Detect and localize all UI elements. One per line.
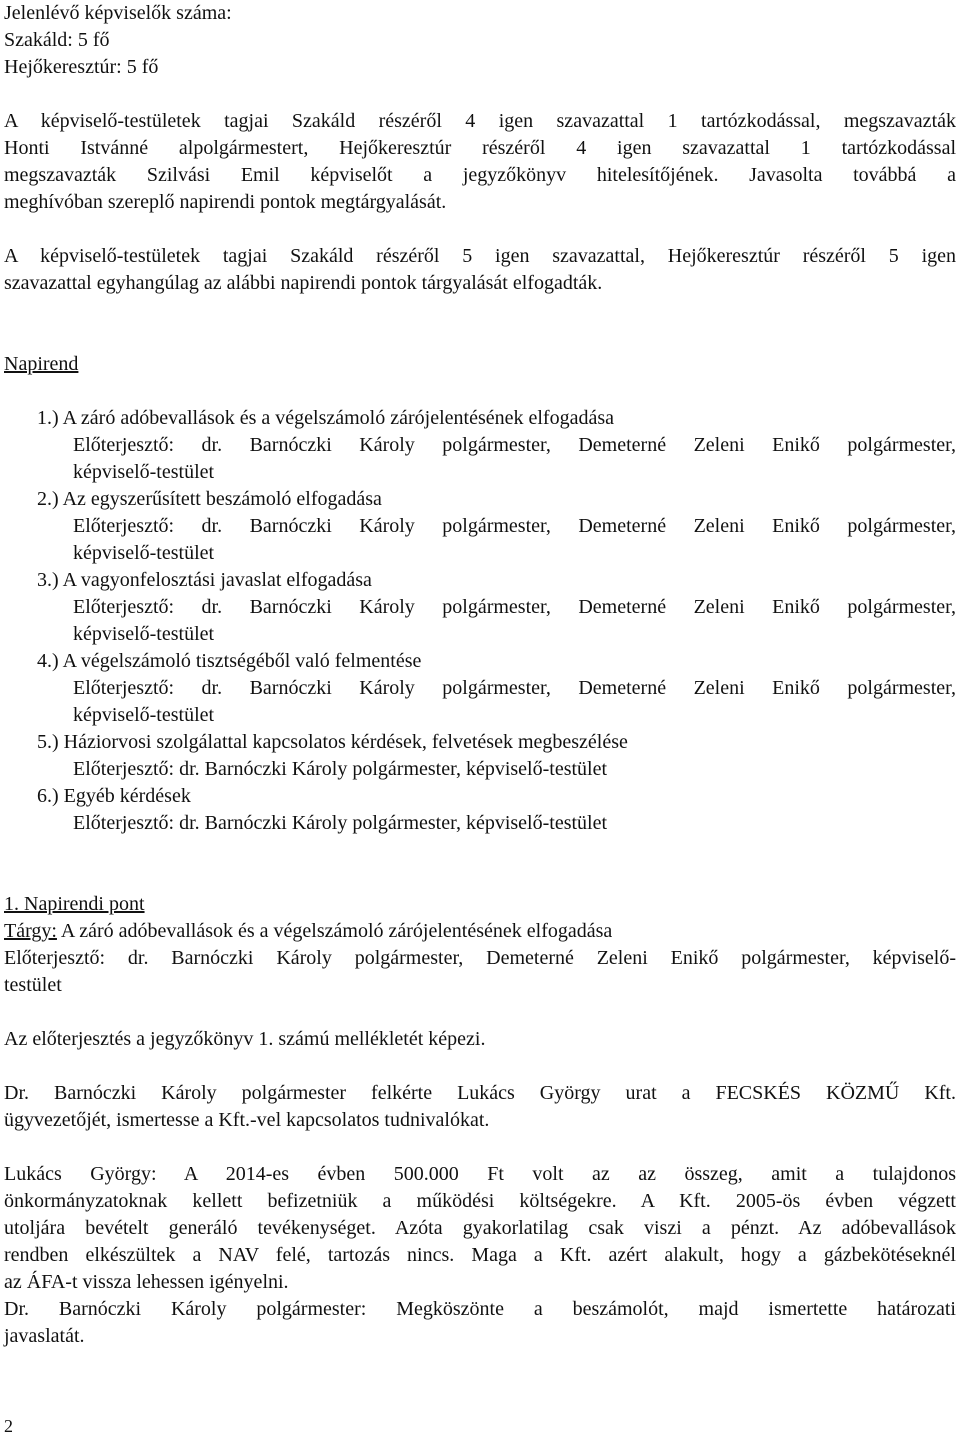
attendance-block [4, 0, 956, 81]
agenda-item-title: Háziorvosi szolgálattal kapcsolatos kérdések, felvetések megbeszélése [63, 731, 628, 753]
subject-text: A záró adóbevallások és a végelszámoló zárójelentésének elfogadása [56, 920, 613, 942]
paragraph-line: meghívóban szereplő napirendi pontok megtárgyalását. [4, 191, 447, 213]
subject-label: Tárgy: [4, 920, 57, 942]
agenda-item-presenter: képviselő-testület [73, 623, 215, 645]
minutes-paragraph-2 [4, 243, 956, 297]
agenda-item-title: A záró adóbevallások és a végelszámoló zárójelentésének elfogadása [62, 407, 614, 429]
statement-line: rendben elkészültek a NAV felé, tartozás nincs. Maga a Kft. azért alakult, hogy a gázbekötéseknél [4, 1244, 956, 1266]
presenter-line: testület [4, 974, 62, 996]
page-number: 2 [4, 1416, 13, 1436]
agenda-item [37, 567, 956, 648]
agenda-item-title: A vagyonfelosztási javaslat elfogadása [62, 569, 372, 591]
paragraph-line: megszavazták Szilvási Emil képviselőt a jegyzőkönyv hitelesítőjének. Javasolta továbbá a [4, 164, 956, 186]
agenda-item-presenter: Előterjesztő: dr. Barnóczki Károly polgármester, képviselő-testület [73, 812, 608, 834]
attendance-line: Szakáld: 5 fő [4, 29, 110, 51]
paragraph-line: Honti Istvánné alpolgármestert, Hejőkeresztúr részéről 4 igen szavazattal 1 tartózkodással [4, 137, 956, 159]
agenda-item [37, 486, 956, 567]
agenda-item-title: Egyéb kérdések [63, 785, 191, 807]
agenda-item-presenter: Előterjesztő: dr. Barnóczki Károly polgármester, Demeterné Zeleni Enikő polgármester, [73, 434, 956, 456]
statement-line: utoljára bevételt generáló tevékenységet. Azóta gyakorlatilag csak viszi a pénzt. Az adóbevallások [4, 1217, 956, 1239]
statement-line: önkormányzatoknak kellett befizetniük a működési költségekre. A Kft. 2005-ös évben végzett [4, 1190, 956, 1212]
paragraph-line: szavazattal egyhangúlag az alábbi napirendi pontok tárgyalását elfogadták. [4, 272, 603, 294]
closing-line: javaslatát. [4, 1325, 85, 1347]
paragraph-line: A képviselő-testületek tagjai Szakáld részéről 5 igen szavazattal, Hejőkeresztúr részéről 5 igen [4, 245, 956, 267]
agenda-item-presenter: Előterjesztő: dr. Barnóczki Károly polgármester, Demeterné Zeleni Enikő polgármester, [73, 677, 956, 699]
agenda-item-number: 1.) [37, 407, 59, 429]
section-heading: 1. Napirendi pont [4, 893, 145, 915]
agenda-item-presenter: képviselő-testület [73, 704, 215, 726]
agenda-item-number: 6.) [37, 785, 59, 807]
minutes-paragraph-1 [4, 108, 956, 216]
presenter-line: Előterjesztő: dr. Barnóczki Károly polgármester, Demeterné Zeleni Enikő polgármester, képviselő- [4, 947, 956, 969]
agenda-list [4, 405, 956, 837]
agenda-item-number: 2.) [37, 488, 59, 510]
agenda-heading: Napirend [4, 353, 79, 375]
statement-line: Lukács György: A 2014-es évben 500.000 Ft volt az az összeg, amit a tulajdonos [4, 1163, 956, 1185]
agenda-item-presenter: képviselő-testület [73, 461, 215, 483]
agenda-item-presenter: Előterjesztő: dr. Barnóczki Károly polgármester, Demeterné Zeleni Enikő polgármester, [73, 596, 956, 618]
agenda-item-number: 4.) [37, 650, 59, 672]
agenda-point-1 [4, 891, 956, 1350]
document-page [4, 0, 956, 1350]
agenda-item-title: A végelszámoló tisztségéből való felmentése [62, 650, 422, 672]
closing-line: Dr. Barnóczki Károly polgármester: Megköszönte a beszámolót, majd ismertette határozati [4, 1298, 956, 1320]
agenda-item-number: 5.) [37, 731, 59, 753]
agenda-item-presenter: Előterjesztő: dr. Barnóczki Károly polgármester, képviselő-testület [73, 758, 608, 780]
agenda-item [37, 729, 956, 783]
request-line: Dr. Barnóczki Károly polgármester felkérte Lukács György urat a FECSKÉS KÖZMŰ Kft. [4, 1082, 956, 1104]
agenda-item [37, 648, 956, 729]
agenda-item-number: 3.) [37, 569, 59, 591]
agenda-item-presenter: képviselő-testület [73, 542, 215, 564]
agenda-item-title: Az egyszerűsített beszámoló elfogadása [62, 488, 382, 510]
agenda-item-presenter: Előterjesztő: dr. Barnóczki Károly polgármester, Demeterné Zeleni Enikő polgármester, [73, 515, 956, 537]
statement-line: az ÁFA-t vissza lehessen igényelni. [4, 1271, 289, 1293]
agenda-item [37, 783, 956, 837]
request-line: ügyvezetőjét, ismertesse a Kft.-vel kapcsolatos tudnivalókat. [4, 1109, 490, 1131]
attachment-note: Az előterjesztés a jegyzőkönyv 1. számú mellékletét képezi. [4, 1028, 486, 1050]
agenda-item [37, 405, 956, 486]
attendance-title: Jelenlévő képviselők száma: [4, 2, 232, 24]
paragraph-line: A képviselő-testületek tagjai Szakáld részéről 4 igen szavazattal 1 tartózkodással, megszavazták [4, 110, 956, 132]
attendance-line: Hejőkeresztúr: 5 fő [4, 56, 159, 78]
